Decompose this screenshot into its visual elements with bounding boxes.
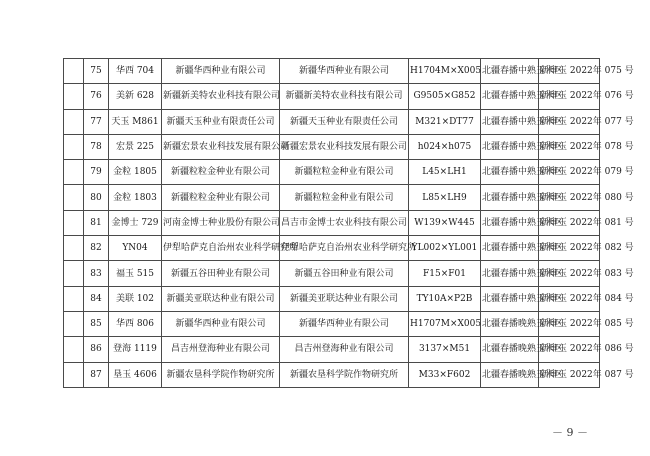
approval-number: 新审玉 2022年 087 号 — [539, 362, 600, 387]
pedigree-source: h024×h075 — [409, 134, 481, 159]
table-row — [64, 236, 600, 261]
breeder-unit: 新疆粒粒金种业有限公司 — [280, 185, 409, 210]
breeder-unit: 昌吉州登海种业有限公司 — [280, 337, 409, 362]
applicant-unit: 新疆宏景农业科技发展有限公司 — [162, 134, 280, 159]
table-row — [64, 84, 600, 109]
applicant-unit: 昌吉州登海种业有限公司 — [162, 337, 280, 362]
variety-approval-table — [63, 58, 634, 388]
applicant-unit: 伊犁哈萨克自治州农业科学研究所 — [162, 236, 280, 261]
breeder-unit: 新疆五谷田种业有限公司 — [280, 261, 409, 286]
variety-name: 美新 628 — [109, 84, 162, 109]
applicant-unit: 新疆华西种业有限公司 — [162, 311, 280, 336]
row-number: 82 — [84, 236, 109, 261]
row-number: 84 — [84, 286, 109, 311]
row-number: 78 — [84, 134, 109, 159]
table-row — [64, 59, 600, 84]
approval-number: 新审玉 2022年 083 号 — [539, 261, 600, 286]
variety-name: YN04 — [109, 236, 162, 261]
row-number: 86 — [84, 337, 109, 362]
suitable-region: 北疆春播中熟玉米区 — [481, 134, 539, 159]
suitable-region: 北疆春播中熟玉米区 — [481, 160, 539, 185]
row-number: 79 — [84, 160, 109, 185]
table-row — [64, 160, 600, 185]
row-number: 77 — [84, 109, 109, 134]
suitable-region: 北疆春播晚熟玉米区 — [481, 311, 539, 336]
blank-cell — [64, 286, 84, 311]
suitable-region: 北疆春播中熟玉米区 — [481, 286, 539, 311]
suitable-region: 北疆春播晚熟玉米区 — [481, 362, 539, 387]
approval-number: 新审玉 2022年 081 号 — [539, 210, 600, 235]
variety-name: 美联 102 — [109, 286, 162, 311]
blank-cell — [64, 59, 84, 84]
approval-number: 新审玉 2022年 082 号 — [539, 236, 600, 261]
breeder-unit: 新疆粒粒金种业有限公司 — [280, 160, 409, 185]
blank-cell — [64, 84, 84, 109]
suitable-region: 北疆春播中熟玉米区 — [481, 236, 539, 261]
pedigree-source: H1704M×X005 — [409, 59, 481, 84]
applicant-unit: 新疆美亚联达种业有限公司 — [162, 286, 280, 311]
approval-number: 新审玉 2022年 080 号 — [539, 185, 600, 210]
row-number: 85 — [84, 311, 109, 336]
breeder-unit: 新疆华西种业有限公司 — [280, 311, 409, 336]
row-number: 81 — [84, 210, 109, 235]
breeder-unit: 新疆华西种业有限公司 — [280, 59, 409, 84]
blank-cell — [64, 362, 84, 387]
approval-number: 新审玉 2022年 079 号 — [539, 160, 600, 185]
applicant-unit: 新疆农垦科学院作物研究所 — [162, 362, 280, 387]
row-number: 75 — [84, 59, 109, 84]
pedigree-source: G9505×G852 — [409, 84, 481, 109]
variety-name: 福玉 515 — [109, 261, 162, 286]
applicant-unit: 新疆粒粒金种业有限公司 — [162, 185, 280, 210]
applicant-unit: 新疆新美特农业科技有限公司 — [162, 84, 280, 109]
blank-cell — [64, 109, 84, 134]
applicant-unit: 新疆五谷田种业有限公司 — [162, 261, 280, 286]
blank-cell — [64, 337, 84, 362]
approval-number: 新审玉 2022年 077 号 — [539, 109, 600, 134]
breeder-unit: 新疆天玉种业有限责任公司 — [280, 109, 409, 134]
suitable-region: 北疆春播中熟玉米区 — [481, 210, 539, 235]
suitable-region: 北疆春播晚熟玉米区 — [481, 337, 539, 362]
suitable-region: 北疆春播中熟玉米区 — [481, 185, 539, 210]
table-row — [64, 261, 600, 286]
breeder-unit: 新疆美亚联达种业有限公司 — [280, 286, 409, 311]
blank-cell — [64, 185, 84, 210]
row-number: 80 — [84, 185, 109, 210]
table-body — [64, 59, 634, 388]
applicant-unit: 河南金博士种业股份有限公司 — [162, 210, 280, 235]
variety-name: 垦玉 4606 — [109, 362, 162, 387]
variety-name: 华西 704 — [109, 59, 162, 84]
suitable-region: 北疆春播中熟玉米区 — [481, 84, 539, 109]
approval-number: 新审玉 2022年 085 号 — [539, 311, 600, 336]
table-row — [64, 286, 600, 311]
breeder-unit: 昌吉市金博士农业科技有限公司 — [280, 210, 409, 235]
row-number: 76 — [84, 84, 109, 109]
suitable-region: 北疆春播中熟玉米区 — [481, 109, 539, 134]
variety-name: 华西 806 — [109, 311, 162, 336]
pedigree-source: M321×DT77 — [409, 109, 481, 134]
suitable-region: 北疆春播中熟玉米区 — [481, 261, 539, 286]
approval-number: 新审玉 2022年 076 号 — [539, 84, 600, 109]
blank-cell — [64, 134, 84, 159]
pedigree-source: L45×LH1 — [409, 160, 481, 185]
variety-name: 登海 1119 — [109, 337, 162, 362]
blank-cell — [64, 210, 84, 235]
table-row — [64, 362, 600, 387]
pedigree-source: M33×F602 — [409, 362, 481, 387]
applicant-unit: 新疆粒粒金种业有限公司 — [162, 160, 280, 185]
variety-name: 金粒 1805 — [109, 160, 162, 185]
variety-name: 宏景 225 — [109, 134, 162, 159]
pedigree-source: YL002×YL001 — [409, 236, 481, 261]
pedigree-source: 3137×M51 — [409, 337, 481, 362]
variety-name: 金博士 729 — [109, 210, 162, 235]
table-row — [64, 337, 600, 362]
approval-number: 新审玉 2022年 084 号 — [539, 286, 600, 311]
breeder-unit: 新疆新美特农业科技有限公司 — [280, 84, 409, 109]
blank-cell — [64, 160, 84, 185]
table-row — [64, 210, 600, 235]
page-number: － 9 － — [552, 426, 588, 439]
suitable-region: 北疆春播中熟玉米区 — [481, 59, 539, 84]
table-row — [64, 185, 600, 210]
row-number: 83 — [84, 261, 109, 286]
pedigree-source: H1707M×X005 — [409, 311, 481, 336]
table-row — [64, 134, 600, 159]
applicant-unit: 新疆天玉种业有限责任公司 — [162, 109, 280, 134]
blank-cell — [64, 261, 84, 286]
blank-cell — [64, 236, 84, 261]
approval-number: 新审玉 2022年 086 号 — [539, 337, 600, 362]
approval-number: 新审玉 2022年 075 号 — [539, 59, 600, 84]
applicant-unit: 新疆华西种业有限公司 — [162, 59, 280, 84]
pedigree-source: W139×W445 — [409, 210, 481, 235]
breeder-unit: 伊犁哈萨克自治州农业科学研究所 — [280, 236, 409, 261]
pedigree-source: TY10A×P2B — [409, 286, 481, 311]
variety-name: 金粒 1803 — [109, 185, 162, 210]
pedigree-source: L85×LH9 — [409, 185, 481, 210]
table-row — [64, 109, 600, 134]
pedigree-source: F15×F01 — [409, 261, 481, 286]
blank-cell — [64, 311, 84, 336]
table-row — [64, 311, 600, 336]
variety-name: 天玉 M861 — [109, 109, 162, 134]
approval-number: 新审玉 2022年 078 号 — [539, 134, 600, 159]
row-number: 87 — [84, 362, 109, 387]
breeder-unit: 新疆宏景农业科技发展有限公司 — [280, 134, 409, 159]
breeder-unit: 新疆农垦科学院作物研究所 — [280, 362, 409, 387]
